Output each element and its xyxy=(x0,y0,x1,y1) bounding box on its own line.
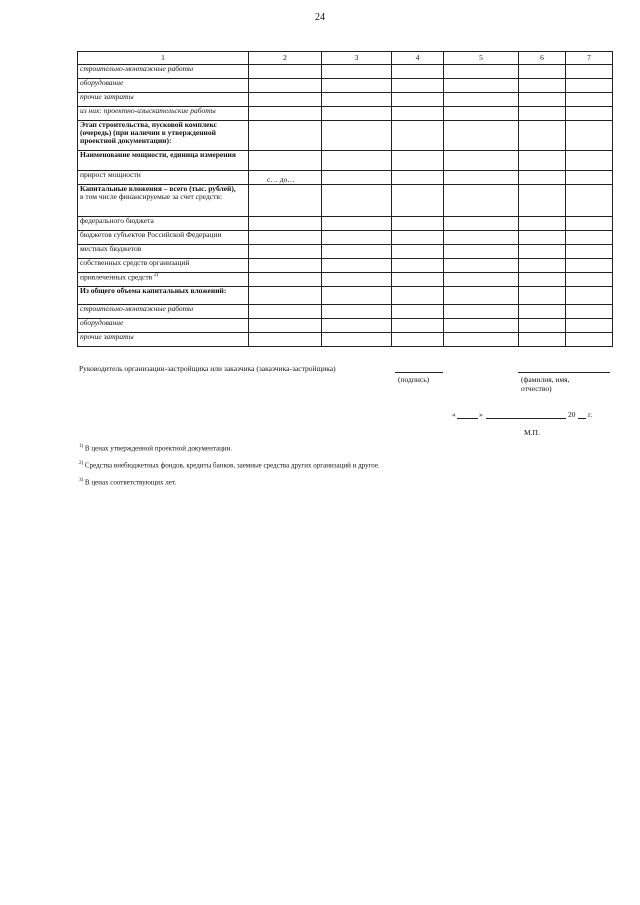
value-cell xyxy=(249,93,322,107)
value-cell xyxy=(566,273,613,287)
column-header: 4 xyxy=(392,52,444,65)
row-label-text: бюджетов субъектов Российской Федерации xyxy=(80,230,222,239)
row-label-text: местных бюджетов xyxy=(80,244,142,253)
value-cell xyxy=(392,171,444,185)
date-quote-close: » xyxy=(479,410,483,419)
row-label-text: привлеченных средств xyxy=(80,272,153,282)
row-label-text: оборудование xyxy=(80,78,124,87)
value-cell xyxy=(249,231,322,245)
value-cell xyxy=(249,185,322,217)
value-cell xyxy=(519,151,566,171)
value-cell xyxy=(566,305,613,319)
value-cell xyxy=(392,245,444,259)
value-cell xyxy=(322,273,392,287)
value-cell xyxy=(444,259,519,273)
value-cell xyxy=(249,65,322,79)
value-cell xyxy=(444,305,519,319)
value-cell xyxy=(322,287,392,305)
value-cell xyxy=(566,107,613,121)
row-label xyxy=(78,245,249,259)
value-cell xyxy=(249,217,322,231)
row-label xyxy=(78,305,249,319)
table-row xyxy=(78,287,613,305)
value-cell xyxy=(566,287,613,305)
column-header: 7 xyxy=(566,52,613,65)
value-cell xyxy=(519,217,566,231)
value-cell xyxy=(519,231,566,245)
value-cell xyxy=(322,305,392,319)
row-label-text: Этап строительства, пусковой комплекс (очередь) (при наличии в утвержденной проектной документации): xyxy=(80,120,217,145)
value-cell xyxy=(566,171,613,185)
value-cell xyxy=(444,79,519,93)
value-cell xyxy=(444,121,519,151)
value-cell xyxy=(444,65,519,79)
value-cell xyxy=(444,319,519,333)
value-cell xyxy=(322,107,392,121)
value-cell xyxy=(249,305,322,319)
value-cell xyxy=(566,231,613,245)
value-cell xyxy=(392,121,444,151)
row-label xyxy=(78,217,249,231)
value-cell xyxy=(444,151,519,171)
value-cell xyxy=(322,231,392,245)
value-cell xyxy=(249,287,322,305)
column-header: 5 xyxy=(444,52,519,65)
investment-table xyxy=(77,51,613,347)
table-row xyxy=(78,121,613,151)
row-label xyxy=(78,287,249,305)
value-cell xyxy=(566,151,613,171)
value-cell xyxy=(322,151,392,171)
value-cell xyxy=(322,65,392,79)
row-label xyxy=(78,121,249,151)
value-cell xyxy=(444,93,519,107)
value-cell xyxy=(249,79,322,93)
column-header: 3 xyxy=(322,52,392,65)
table-row xyxy=(78,79,613,93)
value-cell xyxy=(566,259,613,273)
value-cell xyxy=(519,273,566,287)
date-year-line xyxy=(578,418,586,419)
value-cell xyxy=(392,287,444,305)
row-label-text: строительно-монтажные работы xyxy=(80,304,194,313)
table-body xyxy=(78,52,613,347)
value-cell xyxy=(392,185,444,217)
value-cell xyxy=(392,107,444,121)
value-cell xyxy=(519,333,566,347)
value-cell xyxy=(519,93,566,107)
row-label xyxy=(78,79,249,93)
value-cell xyxy=(519,305,566,319)
value-cell xyxy=(444,185,519,217)
value-cell xyxy=(322,185,392,217)
value-cell xyxy=(566,185,613,217)
signature-head-label: Руководитель организации-застройщика или заказчика (заказчика-застройщика) xyxy=(79,364,336,373)
date-quote-open: « xyxy=(452,410,456,419)
value-cell xyxy=(249,151,322,171)
row-label xyxy=(78,65,249,79)
value-cell xyxy=(566,93,613,107)
value-cell xyxy=(322,121,392,151)
table-row xyxy=(78,259,613,273)
row-label-text: прочие затраты xyxy=(80,332,134,341)
table-row xyxy=(78,245,613,259)
row-label-text: строительно-монтажные работы xyxy=(80,64,194,73)
value-cell xyxy=(249,273,322,287)
table-row xyxy=(78,107,613,121)
value-cell xyxy=(519,79,566,93)
row-label-text: Наименование мощности, единица измерения xyxy=(80,150,236,159)
row-label-text: прирост мощности xyxy=(80,170,141,179)
table-row xyxy=(78,151,613,171)
footnote: $^{2)}$ Средства внебюджетных фондов, кредиты банков, заемные средства других организаций и другое. xyxy=(79,461,380,470)
value-cell xyxy=(566,65,613,79)
value-cell xyxy=(519,107,566,121)
row-label xyxy=(78,151,249,171)
value-cell xyxy=(322,217,392,231)
row-label-text: из них: проектно-изыскательские работы xyxy=(80,106,216,115)
value-cell xyxy=(444,273,519,287)
table-row xyxy=(78,319,613,333)
row-label xyxy=(78,273,249,287)
value-cell xyxy=(444,231,519,245)
row-label xyxy=(78,171,249,185)
footnote: $^{3)}$ В ценах соответствующих лет. xyxy=(79,478,177,487)
value-cell xyxy=(322,79,392,93)
row-label-bold: Капитальные вложения – всего (тыс. рублей), xyxy=(80,184,236,193)
row-label xyxy=(78,107,249,121)
value-cell xyxy=(444,217,519,231)
value-cell xyxy=(444,333,519,347)
value-cell xyxy=(566,217,613,231)
row-label xyxy=(78,319,249,333)
value-cell xyxy=(566,319,613,333)
value-cell xyxy=(519,287,566,305)
row-label xyxy=(78,231,249,245)
value-cell xyxy=(249,333,322,347)
value-cell xyxy=(392,305,444,319)
date-day-line xyxy=(457,418,478,419)
value-cell xyxy=(392,65,444,79)
table-row xyxy=(78,185,613,217)
row-label-rest: в том числе финансируемые за счет средств: xyxy=(80,191,223,201)
date-year-suffix: г. xyxy=(588,410,593,419)
value-cell xyxy=(566,79,613,93)
value-cell xyxy=(322,171,392,185)
value-cell xyxy=(322,319,392,333)
value-cell xyxy=(566,245,613,259)
value-cell xyxy=(392,273,444,287)
value-cell xyxy=(249,107,322,121)
value-cell xyxy=(392,319,444,333)
value-cell xyxy=(322,93,392,107)
row-label xyxy=(78,185,249,217)
signature-caption: (подпись) xyxy=(398,375,430,384)
value-cell xyxy=(392,217,444,231)
value-cell xyxy=(249,319,322,333)
row-label-text: оборудование xyxy=(80,318,124,327)
table-row xyxy=(78,231,613,245)
value-cell xyxy=(322,259,392,273)
value-cell xyxy=(249,259,322,273)
value-cell xyxy=(519,65,566,79)
row-label xyxy=(78,93,249,107)
value-cell xyxy=(392,151,444,171)
value-cell xyxy=(392,333,444,347)
table-row xyxy=(78,273,613,287)
column-header: 2 xyxy=(249,52,322,65)
value-cell xyxy=(249,121,322,151)
value-cell xyxy=(519,185,566,217)
row-label xyxy=(78,259,249,273)
value-cell xyxy=(392,93,444,107)
value-cell xyxy=(249,245,322,259)
table-row xyxy=(78,305,613,319)
value-cell xyxy=(519,259,566,273)
stamp-place-label: М.П. xyxy=(524,428,540,437)
page-number: 24 xyxy=(315,12,325,23)
value-cell xyxy=(444,245,519,259)
value-cell xyxy=(519,319,566,333)
value-cell xyxy=(392,231,444,245)
table-header-row xyxy=(78,52,613,65)
table-row xyxy=(78,217,613,231)
value-cell: с… до… xyxy=(249,171,322,185)
value-cell xyxy=(519,245,566,259)
table-row xyxy=(78,333,613,347)
name-caption: (фамилия, имя, отчество) xyxy=(521,375,570,393)
value-cell xyxy=(444,107,519,121)
column-header: 6 xyxy=(519,52,566,65)
table-row xyxy=(78,93,613,107)
row-label-text: федерального бюджета xyxy=(80,216,154,225)
row-label xyxy=(78,333,249,347)
column-header: 1 xyxy=(78,52,249,65)
table-row xyxy=(78,65,613,79)
value-cell xyxy=(444,287,519,305)
date-month-line xyxy=(486,418,566,419)
signature-line xyxy=(395,372,443,373)
value-cell xyxy=(519,121,566,151)
value-cell xyxy=(322,333,392,347)
footnote-mark: 2) xyxy=(154,273,159,278)
name-line xyxy=(518,372,610,373)
table-row xyxy=(78,171,613,185)
row-label-text: собственных средств организаций xyxy=(80,258,190,267)
row-label-text: Из общего объема капитальных вложений: xyxy=(80,286,227,295)
value-cell xyxy=(322,245,392,259)
date-year-prefix: 20 xyxy=(568,410,576,419)
value-cell xyxy=(392,259,444,273)
row-label-text: прочие затраты xyxy=(80,92,134,101)
value-cell xyxy=(444,171,519,185)
value-cell xyxy=(392,79,444,93)
value-cell xyxy=(519,171,566,185)
value-cell xyxy=(566,121,613,151)
footnote: $^{1)}$ В ценах утвержденной проектной документации. xyxy=(79,444,233,453)
value-cell xyxy=(566,333,613,347)
